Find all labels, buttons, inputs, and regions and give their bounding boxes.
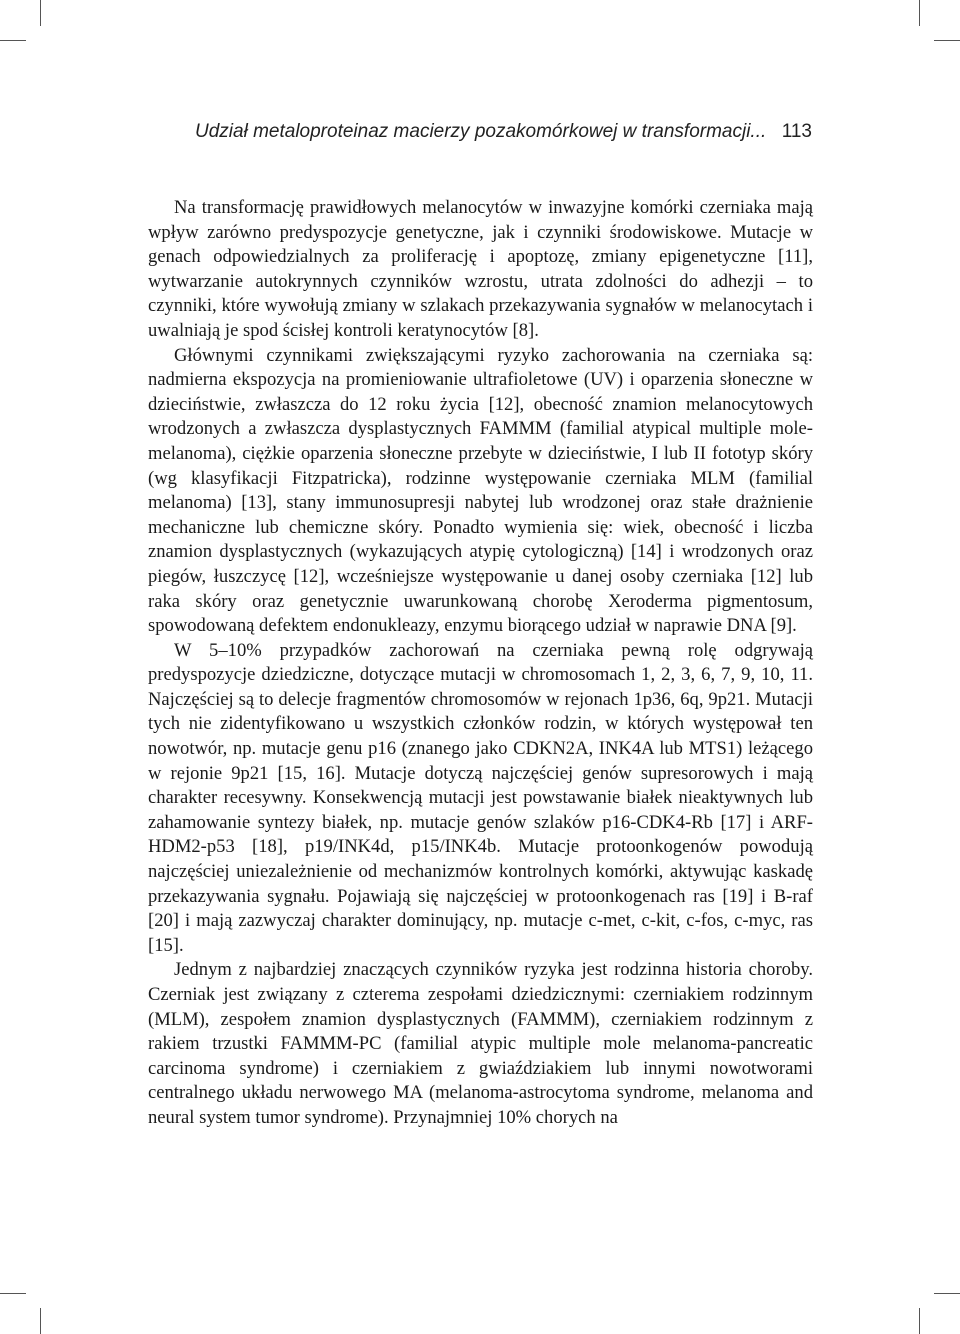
crop-mark-bottom-right — [934, 1293, 960, 1294]
crop-mark-bottom-left — [0, 1293, 26, 1294]
running-title: Udział metaloproteinaz macierzy pozakomórkowej w transformacji... — [195, 121, 767, 142]
crop-mark-top-left — [40, 0, 41, 26]
paragraph-3: W 5–10% przypadków zachorowań na czerniaka pewną rolę odgrywają predyspozycje dziedziczne, dotyczące mutacji w chromosomach 1, 2, 3, 6, 7, 9, 10, 11. Najczęściej są to delecje fragmentów chromosomów w rejonach 1p36, 6q, 9p21. Mutacji tych nie zidentyfikowano u wszystkich członków rodzin, w których występował ten nowotwór, np. mutacje genu p16 (znanego jako CDKN2A, INK4A lub MTS1) leżącego w rejonie 9p21 [15, 16]. Mutacje dotyczą najczęściej genów supresorowych i mają charakter recesywny. Konsekwencją mutacji jest powstawanie białek nieaktywnych lub zahamowanie syntezy białek, np. mutacje genów szlaków p16-CDK4-Rb [17] i ARF-HDM2-p53 [18], p19/INK4d, p15/INK4b. Mutacje protoonkogenów powodują najczęściej uniezależnienie od mechanizmów kontrolnych komórki, aktywując kaskadę przekazywania sygnału. Pojawiają się najczęściej w protoonkogenach ras [19] i B-raf [20] i mają zazwyczaj charakter dominujący, np. mutacje c-met, c-kit, c-fos, c-myc, ras [15]. — [148, 639, 813, 956]
paragraph-2: Głównymi czynnikami zwiększającymi ryzyko zachorowania na czerniaka są: nadmierna ekspozycja na promieniowanie ultrafioletowe (UV) i oparzenia słoneczne w dzieciństwie, zwłaszcza do 12 roku życia [12], obecność znamion melanocytowych wrodzonych a zwłaszcza dysplastycznych FAMMM (familial atypical multiple mole-melanoma), ciężkie oparzenia słoneczne przebyte w dzieciństwie, I lub II fototyp skóry (wg klasyfikacji Fitzpatricka), rodzinne występowanie czerniaka MLM (familial melanoma) [13], stany immunosupresji nabytej lub wrodzonej oraz stałe drażnienie mechaniczne lub chemiczne skóry. Ponadto wymienia się: wiek, obecność i liczba znamion dysplastycznych (wykazujących atypię cytologiczną) [14] i wrodzonych oraz piegów, łuszczycę [12], wcześniejsze występowanie u danej osoby czerniaka [12] lub raka skóry oraz genetycznie uwarunkowaną chorobę Xeroderma pigmentosum, spowodowaną defektem endonukleazy, enzymu biorącego udział w naprawie DNA [9]. — [148, 344, 813, 637]
article-body — [148, 196, 813, 1131]
paragraph-1: Na transformację prawidłowych melanocytów w inwazyjne komórki czerniaka mają wpływ zarówno predyspozycje genetyczne, jak i czynniki środowiskowe. Mutacje w genach odpowiedzialnych za proliferację i apoptozę, zmiany epigenetyczne [11], wytwarzanie autokrynnych czynników wzrostu, utrata zdolności do adhezji – to czynniki, które wywołują zmiany w szlakach przekazywania sygnałów w melanocytach i uwalniają je spod ścisłej kontroli keratynocytów [8]. — [148, 197, 813, 341]
crop-mark-bottom-right — [919, 1308, 920, 1334]
paragraph-4: Jednym z najbardziej znaczących czynników ryzyka jest rodzinna historia choroby. Czerniak jest związany z czterema zespołami dziedzicznymi: czerniakiem rodzinnym (MLM), zespołem znamion dysplastycznych (FAMMM), czerniakiem rodzinnym z rakiem trzustki FAMMM-PC (familial atypic multiple mole melanoma-pancreatic carcinoma syndrome) i czerniakiem z gwiaździakiem lub innymi nowotworami centralnego układu nerwowego MA (melanoma-astrocytoma syndrome, melanoma and neural system tumor syndrome). Przynajmniej 10% chorych na — [148, 959, 813, 1128]
crop-mark-bottom-left — [40, 1308, 41, 1334]
page-header — [195, 121, 812, 143]
crop-mark-top-left — [0, 40, 26, 41]
crop-mark-top-right — [919, 0, 920, 26]
crop-mark-top-right — [934, 40, 960, 41]
page-number: 113 — [781, 121, 812, 142]
